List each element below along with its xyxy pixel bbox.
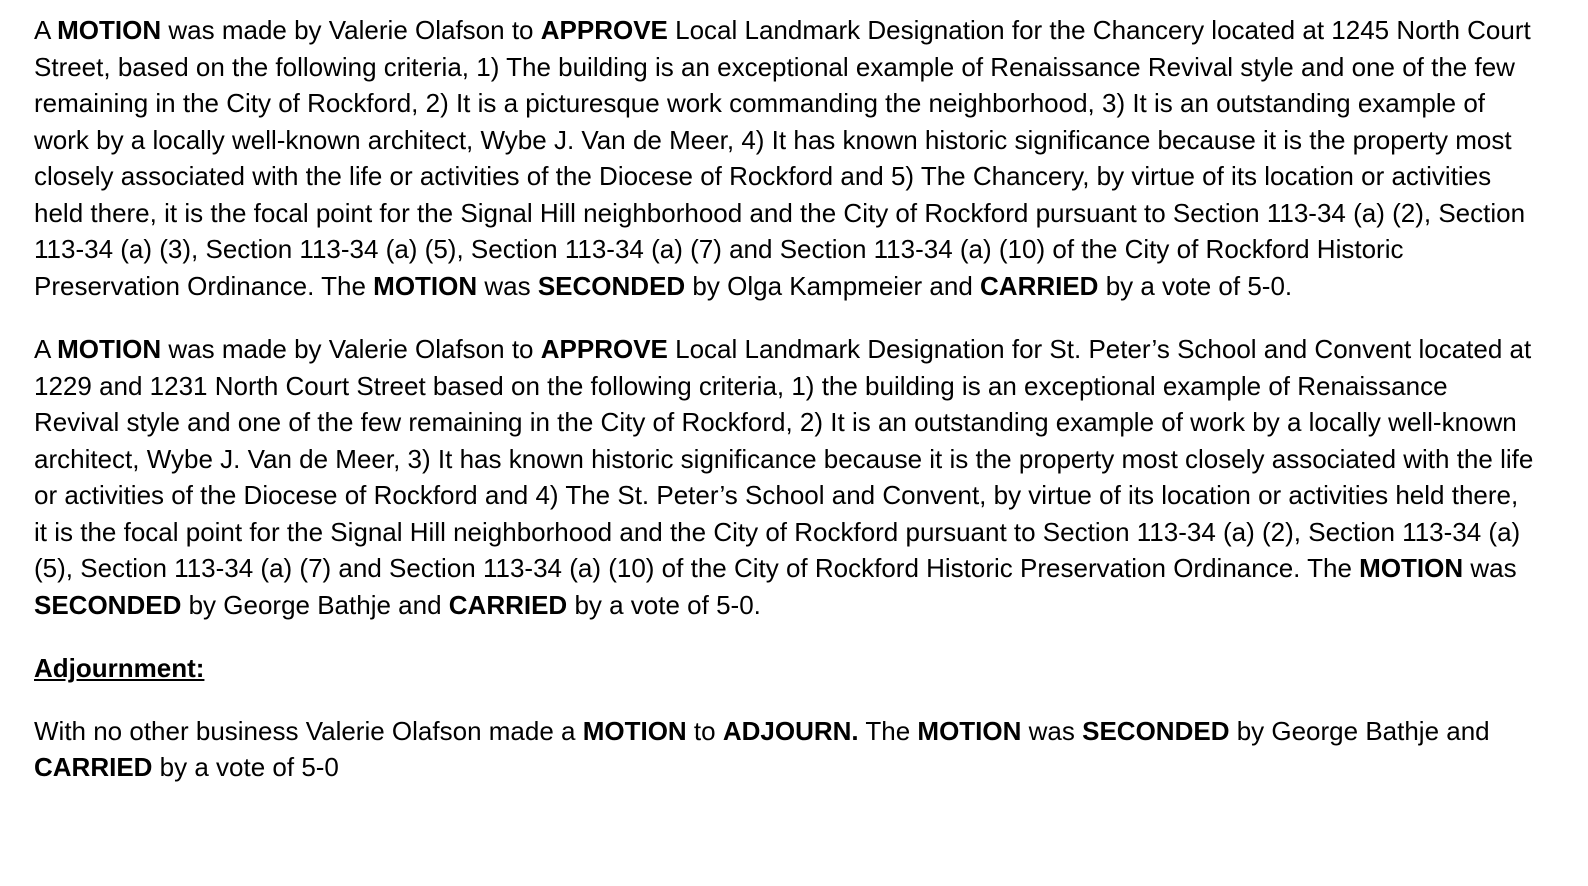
text-run: was made by Valerie Olafson to bbox=[161, 334, 541, 364]
text-run: by George Bathje and bbox=[181, 589, 449, 620]
bold-keyword: APPROVE bbox=[540, 334, 668, 364]
bold-keyword: SECONDED bbox=[537, 270, 686, 301]
bold-keyword: CARRIED bbox=[448, 589, 568, 620]
text-run: The bbox=[858, 715, 918, 746]
bold-keyword: SECONDED bbox=[1082, 715, 1230, 746]
bold-keyword: MOTION bbox=[917, 715, 1022, 746]
bold-keyword: MOTION bbox=[57, 334, 162, 364]
bold-keyword: MOTION bbox=[582, 715, 687, 746]
text-run: A bbox=[34, 15, 58, 45]
bold-keyword: ADJOURN. bbox=[722, 715, 859, 746]
text-run: was made by Valerie Olafson to bbox=[161, 15, 541, 45]
adjournment-heading-text: Adjournment: bbox=[34, 653, 205, 683]
text-run: was bbox=[477, 270, 538, 301]
bold-keyword: MOTION bbox=[373, 270, 478, 301]
bold-keyword: MOTION bbox=[1359, 553, 1464, 583]
bold-keyword: MOTION bbox=[57, 15, 162, 45]
bold-keyword: SECONDED bbox=[34, 589, 182, 620]
adjournment-heading bbox=[34, 650, 1534, 687]
text-run: by a vote of 5-0 bbox=[152, 752, 339, 782]
text-run: Local Landmark Designation for St. Peter’s School and Convent located at 1229 and 1231 North Court Street based on the following criteria, 1) the building is an exceptional example of Renaissance Revival style and one of the few remaining in the City of Rockford, 2) It is an outstanding example of work by a locally well-known architect, Wybe J. Van de Meer, 3) It has known historic significance because it is the property most closely associated with the life or activities of the Diocese of Rockford and 4) The St. Peter’s School and Convent, by virtue of its location or activities held there, it is the focal point for the Signal Hill neighborhood and the City of Rockford pursuant to Section 113-34 (a) (2), Section 113-34 (a) (5), Section 113-34 (a) (7) and Section 113-34 (a) (10) of the City of Rockford Historic Preservation Ordinance. The bbox=[34, 334, 1534, 583]
chancery-motion-paragraph bbox=[34, 12, 1534, 304]
text-run: by a vote of 5-0. bbox=[1098, 270, 1293, 301]
text-run: was bbox=[1463, 553, 1517, 583]
text-run: by Olga Kampmeier and bbox=[685, 270, 981, 301]
text-run: by George Bathje and bbox=[1229, 715, 1490, 746]
adjournment-motion-paragraph bbox=[34, 713, 1534, 786]
text-run: A bbox=[34, 334, 58, 364]
bold-keyword: APPROVE bbox=[540, 15, 668, 45]
text-run: by a vote of 5-0. bbox=[567, 589, 761, 620]
minutes-document bbox=[34, 12, 1534, 786]
text-run: With no other business Valerie Olafson made a bbox=[34, 715, 583, 746]
text-run: Local Landmark Designation for the Chancery located at 1245 North Court Street, based on the following criteria, 1) The building is an exceptional example of Renaissance Revival style and one of the few remaining in the City of Rockford, 2) It is a picturesque work commanding the neighborhood, 3) It is an outstanding example of work by a locally well-known architect, Wybe J. Van de Meer, 4) It has known historic significance because it is the property most closely associated with the life or activities of the Diocese of Rockford and 5) The Chancery, by virtue of its location or activities held there, it is the focal point for the Signal Hill neighborhood and the City of Rockford pursuant to Section 113-34 (a) (2), Section 113-34 (a) (3), Section 113-34 (a) (5), Section 113-34 (a) (7) and Section 113-34 (a) (10) of the City of Rockford Historic Preservation Ordinance. The bbox=[34, 15, 1531, 301]
text-run: to bbox=[686, 715, 723, 746]
bold-keyword: CARRIED bbox=[34, 752, 153, 782]
bold-keyword: CARRIED bbox=[980, 270, 1099, 301]
st-peters-motion-paragraph bbox=[34, 331, 1534, 623]
text-run: was bbox=[1021, 715, 1083, 746]
